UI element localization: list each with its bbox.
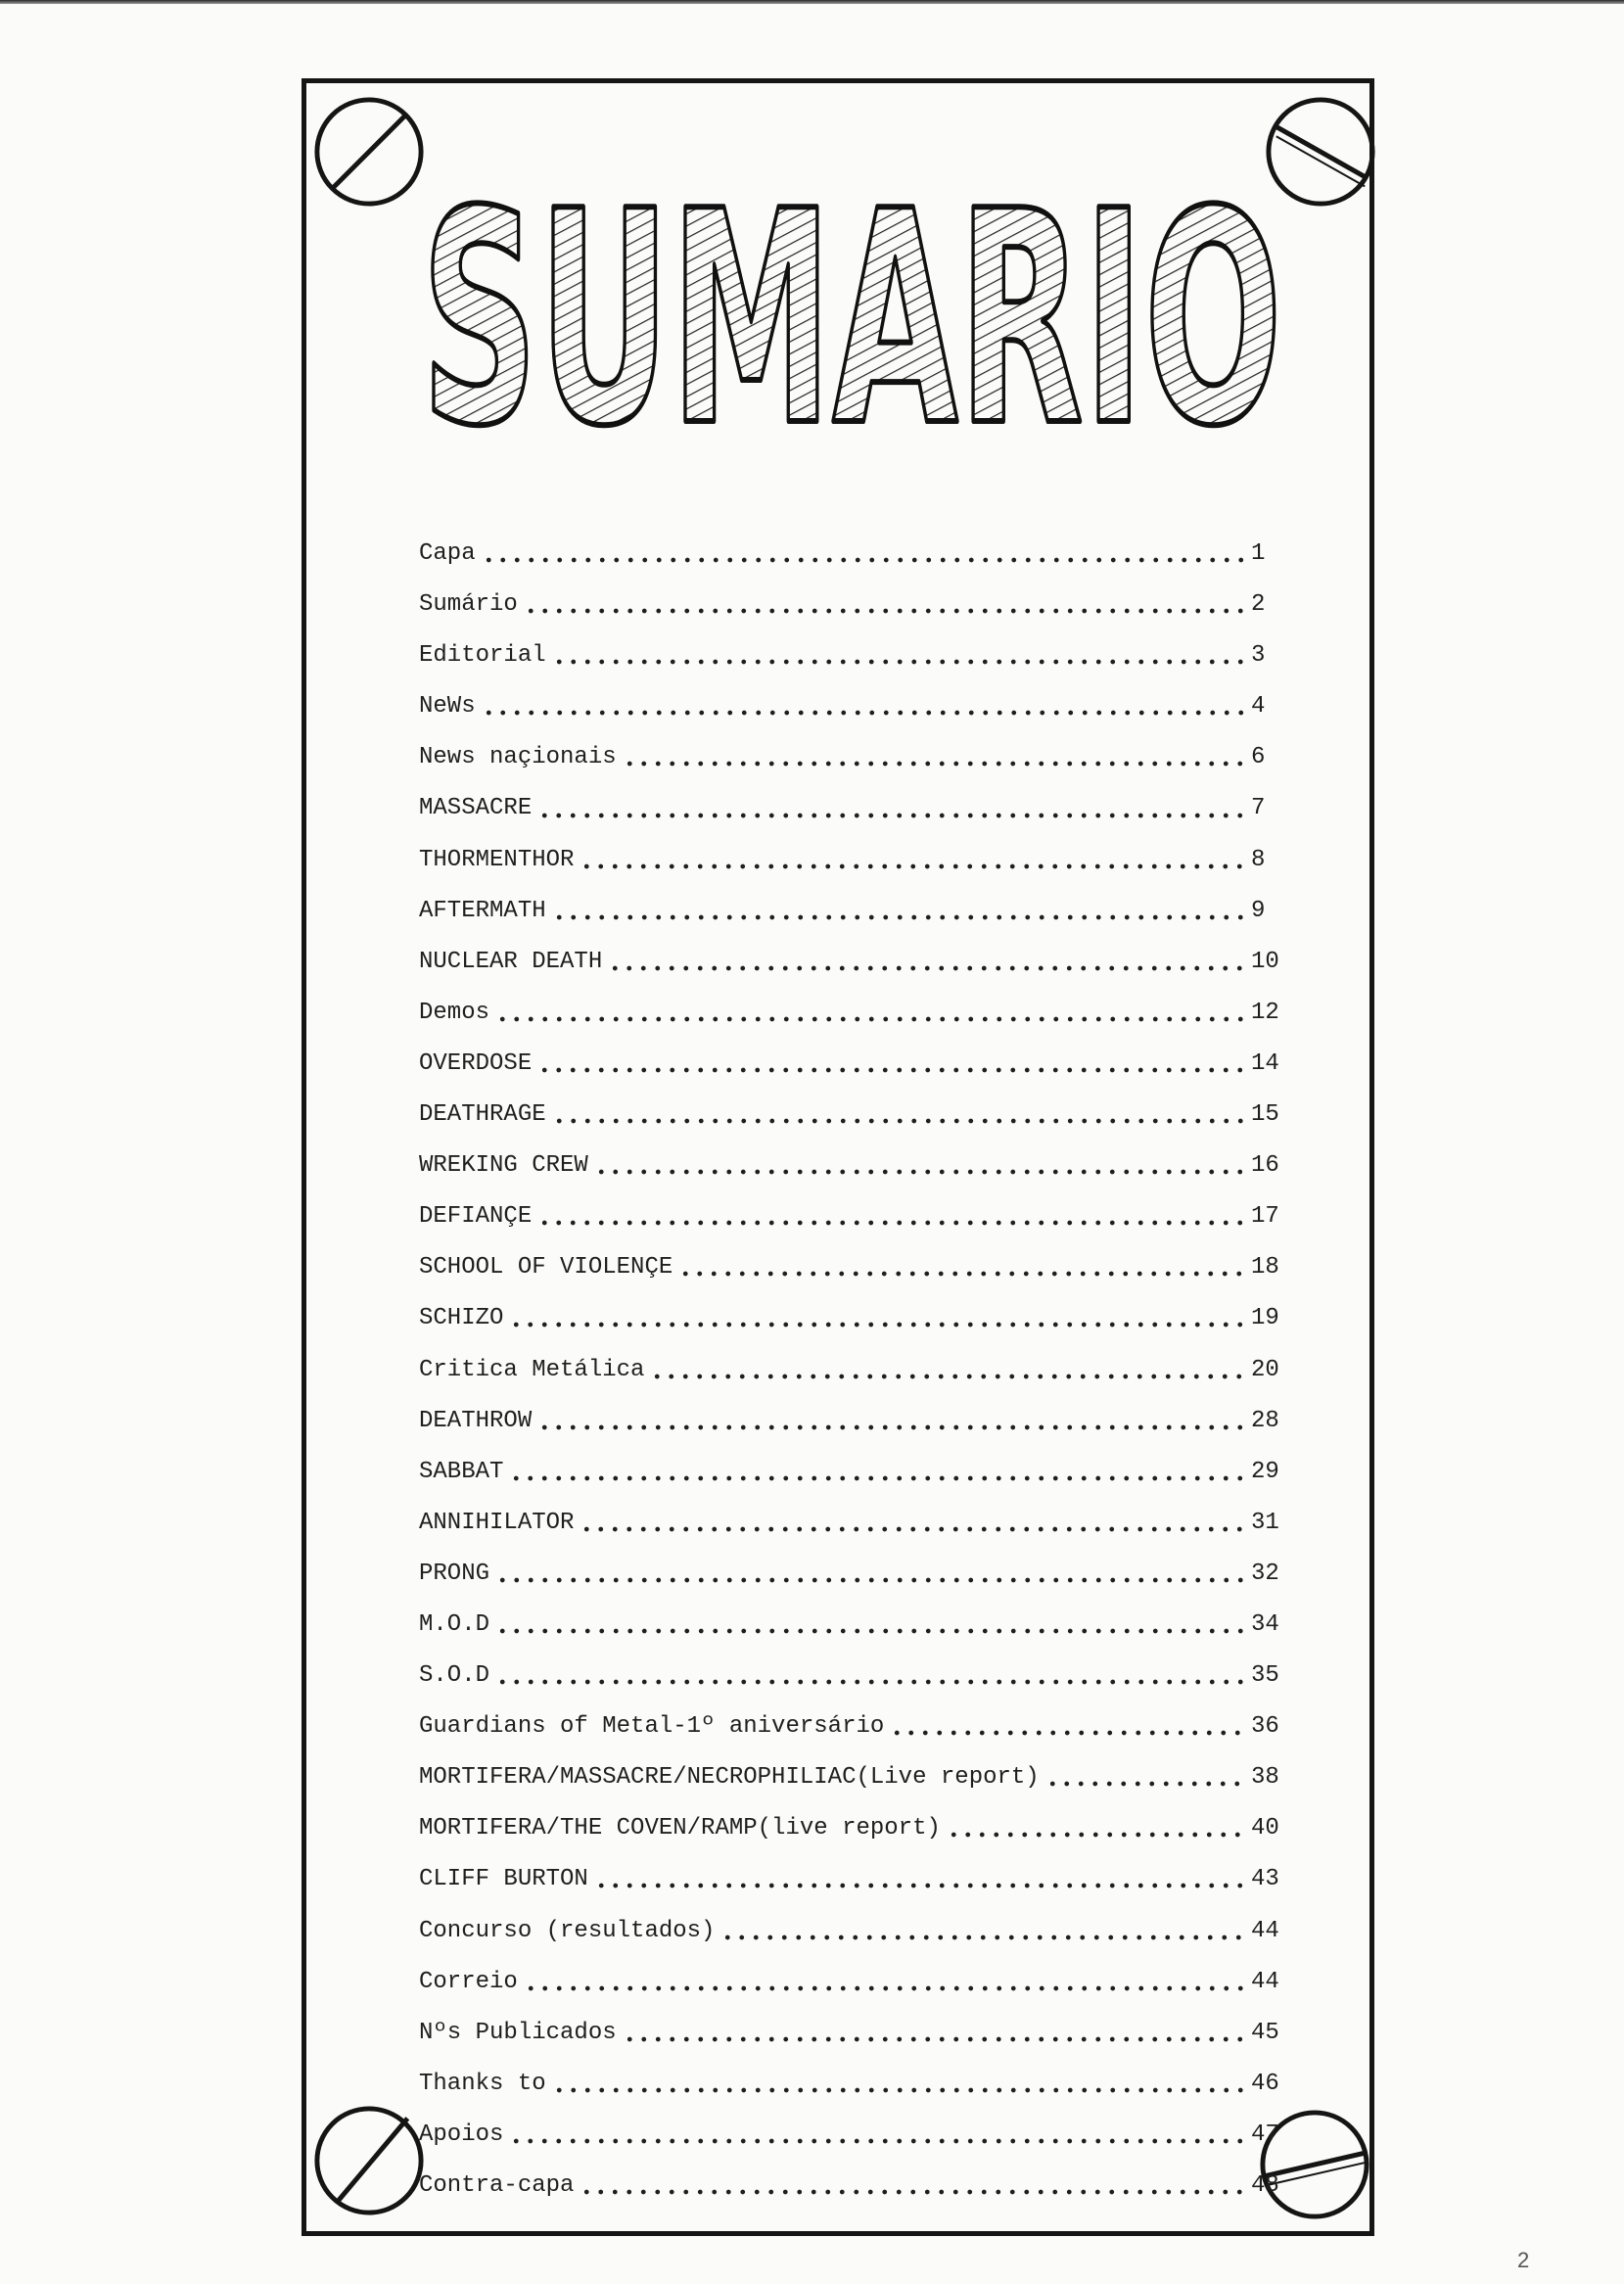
dot-leader: [594, 1169, 1245, 1175]
toc-entry-label: Concurso (resultados): [419, 1917, 716, 1944]
toc-entry-page: 6: [1251, 744, 1266, 771]
screw-icon: [311, 94, 427, 210]
toc-entry: [419, 1549, 1280, 1600]
table-of-contents: [419, 529, 1280, 2212]
toc-entry-page: 12: [1251, 999, 1279, 1026]
toc-entry-label: PRONG: [419, 1560, 490, 1587]
toc-entry: [419, 2008, 1280, 2059]
toc-entry-label: CLIFF BURTON: [419, 1866, 588, 1893]
toc-entry: [419, 1600, 1280, 1651]
dot-leader: [580, 863, 1245, 869]
toc-entry: [419, 1854, 1280, 1905]
toc-entry-page: 43: [1251, 1866, 1279, 1893]
dot-leader: [552, 659, 1245, 665]
toc-entry: [419, 630, 1280, 681]
dot-leader: [482, 710, 1245, 716]
toc-entry-label: MASSACRE: [419, 795, 533, 822]
toc-entry-label: Sumário: [419, 591, 518, 619]
toc-entry-label: MORTIFERA/MASSACRE/NECROPHILIAC(Live report): [419, 1764, 1040, 1792]
toc-entry: [419, 1701, 1280, 1752]
toc-entry-page: 8: [1251, 846, 1266, 873]
toc-entry: [419, 1191, 1280, 1242]
toc-entry: [419, 1242, 1280, 1293]
toc-entry-label: SABBAT: [419, 1458, 504, 1485]
toc-entry-label: Contra-capa: [419, 2172, 575, 2199]
dot-leader: [524, 1985, 1245, 1991]
dot-leader: [890, 1730, 1245, 1736]
toc-entry-page: 38: [1251, 1764, 1279, 1792]
toc-entry: [419, 783, 1280, 834]
dot-leader: [537, 1424, 1245, 1430]
dot-leader: [608, 965, 1245, 971]
toc-entry: [419, 1957, 1280, 2008]
toc-entry-page: 40: [1251, 1815, 1279, 1842]
toc-entry-label: Thanks to: [419, 2070, 546, 2097]
toc-entry: [419, 835, 1280, 886]
toc-entry-page: 45: [1251, 2019, 1279, 2046]
toc-entry-label: NUCLEAR DEATH: [419, 948, 603, 975]
toc-entry-page: 32: [1251, 1560, 1279, 1587]
toc-entry-page: 47: [1251, 2121, 1279, 2148]
toc-entry-label: WREKING CREW: [419, 1152, 588, 1180]
toc-entry-page: 28: [1251, 1407, 1279, 1434]
toc-entry-label: ANNIHILATOR: [419, 1509, 575, 1536]
dot-leader: [509, 1322, 1245, 1328]
toc-entry: [419, 1345, 1280, 1396]
toc-entry-page: 10: [1251, 948, 1279, 975]
page-number: 2: [1517, 2248, 1530, 2272]
toc-entry-page: 44: [1251, 1968, 1279, 1995]
dot-leader: [509, 1475, 1245, 1481]
toc-entry-label: News naçionais: [419, 744, 617, 771]
toc-entry-page: 36: [1251, 1713, 1279, 1741]
toc-entry: [419, 1651, 1280, 1701]
toc-entry-page: 44: [1251, 1917, 1279, 1944]
title-text: SUMARIO: [421, 164, 1282, 448]
toc-entry: [419, 1090, 1280, 1141]
toc-entry: [419, 1803, 1280, 1854]
dot-leader: [594, 1883, 1245, 1888]
toc-entry-page: 7: [1251, 795, 1266, 822]
page-title: [411, 164, 1292, 448]
toc-entry-label: S.O.D: [419, 1662, 490, 1690]
toc-entry-label: DEATHRAGE: [419, 1101, 546, 1129]
dot-leader: [650, 1374, 1245, 1379]
toc-entry-label: M.O.D: [419, 1610, 490, 1638]
toc-entry-page: 46: [1251, 2070, 1279, 2097]
toc-entry-page: 14: [1251, 1049, 1279, 1077]
toc-entry-page: 19: [1251, 1305, 1279, 1332]
toc-entry-label: DEATHROW: [419, 1407, 533, 1434]
toc-entry: [419, 1752, 1280, 1803]
toc-entry: [419, 2110, 1280, 2161]
dot-leader: [552, 2087, 1245, 2093]
toc-entry-label: SCHOOL OF VIOLENÇE: [419, 1254, 673, 1282]
toc-entry: [419, 1906, 1280, 1957]
dot-leader: [1045, 1781, 1245, 1787]
toc-entry: [419, 1498, 1280, 1549]
dot-leader: [495, 1016, 1245, 1022]
toc-entry-label: Capa: [419, 540, 476, 567]
toc-entry-label: THORMENTHOR: [419, 846, 575, 873]
dot-leader: [623, 2036, 1245, 2042]
toc-entry-label: Guardians of Metal-1º aniversário: [419, 1713, 885, 1741]
toc-entry: [419, 1293, 1280, 1344]
toc-entry: [419, 988, 1280, 1039]
dot-leader: [482, 557, 1245, 563]
toc-entry-page: 3: [1251, 642, 1266, 670]
toc-entry-label: MORTIFERA/THE COVEN/RAMP(live report): [419, 1815, 941, 1842]
toc-entry-page: 29: [1251, 1458, 1279, 1485]
dot-leader: [552, 1118, 1245, 1124]
dot-leader: [537, 1220, 1245, 1226]
top-edge-rule: [0, 0, 1624, 4]
toc-entry-label: Nºs Publicados: [419, 2019, 617, 2046]
toc-entry-page: 1: [1251, 540, 1266, 567]
toc-entry-label: AFTERMATH: [419, 897, 546, 924]
screw-icon: [311, 2103, 427, 2218]
toc-entry-page: 31: [1251, 1509, 1279, 1536]
toc-entry: [419, 681, 1280, 732]
dot-leader: [495, 1679, 1245, 1685]
toc-entry: [419, 2059, 1280, 2110]
toc-entry-page: 48: [1251, 2172, 1279, 2199]
toc-entry: [419, 2161, 1280, 2212]
toc-entry-page: 34: [1251, 1610, 1279, 1638]
toc-entry: [419, 580, 1280, 630]
toc-entry: [419, 1396, 1280, 1447]
toc-entry-label: Editorial: [419, 642, 546, 670]
dot-leader: [552, 914, 1245, 920]
toc-entry-page: 35: [1251, 1662, 1279, 1690]
dot-leader: [509, 2138, 1245, 2144]
dot-leader: [495, 1628, 1245, 1634]
toc-entry: [419, 937, 1280, 988]
toc-entry: [419, 1039, 1280, 1090]
toc-entry-label: Demos: [419, 999, 490, 1026]
toc-entry-label: OVERDOSE: [419, 1049, 533, 1077]
dot-leader: [495, 1577, 1245, 1583]
toc-entry: [419, 1141, 1280, 1191]
toc-entry: [419, 529, 1280, 580]
toc-entry-label: Correio: [419, 1968, 518, 1995]
toc-entry-page: 4: [1251, 693, 1266, 721]
toc-entry-page: 18: [1251, 1254, 1279, 1282]
dot-leader: [947, 1832, 1245, 1838]
toc-entry-page: 20: [1251, 1356, 1279, 1383]
dot-leader: [524, 608, 1245, 614]
toc-entry-page: 15: [1251, 1101, 1279, 1129]
dot-leader: [580, 2189, 1245, 2195]
dot-leader: [537, 813, 1245, 818]
toc-entry-label: NeWs: [419, 693, 476, 721]
toc-entry: [419, 886, 1280, 937]
toc-entry: [419, 1447, 1280, 1498]
toc-entry: [419, 732, 1280, 783]
dot-leader: [720, 1934, 1245, 1940]
dot-leader: [580, 1526, 1245, 1532]
toc-entry-page: 17: [1251, 1203, 1279, 1231]
toc-entry-label: Critica Metálica: [419, 1356, 645, 1383]
toc-entry-label: Apoios: [419, 2121, 504, 2148]
toc-entry-label: SCHIZO: [419, 1305, 504, 1332]
toc-entry-label: DEFIANÇE: [419, 1203, 533, 1231]
dot-leader: [678, 1271, 1245, 1277]
toc-entry-page: 2: [1251, 591, 1266, 619]
dot-leader: [537, 1067, 1245, 1073]
toc-entry-page: 9: [1251, 897, 1266, 924]
dot-leader: [623, 761, 1245, 767]
toc-entry-page: 16: [1251, 1152, 1279, 1180]
